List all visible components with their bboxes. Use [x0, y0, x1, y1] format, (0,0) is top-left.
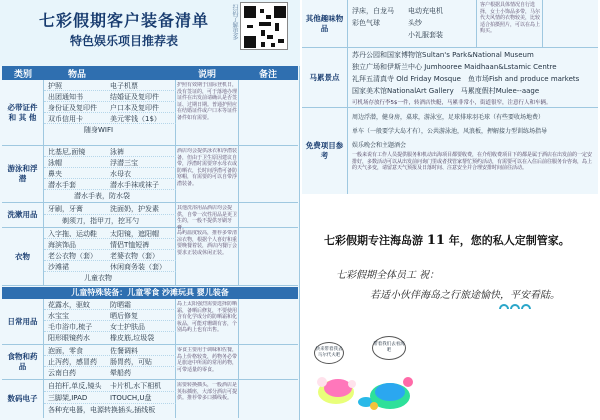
list-item: 一般来说有工作人员提供服务和机动出海项目都要收费，在介绍收费项目下的都是属于酒店在出发前的一定安排好，多数活动可以从出发前问询门里或者找管家帮忙预约活动，有需要可以在入住后前往服务台咨询，岛上的天气多变，请留意天气预报及日落时间、注意安全并合理安排时间前往活动。 [352, 152, 593, 171]
item: 户口本及复印件 [110, 104, 159, 112]
item: 水宝宝 [48, 312, 69, 320]
table-row [44, 124, 176, 136]
column-header: 类别 [13, 70, 32, 80]
column-header: 物品 [67, 70, 86, 80]
item: 随身WIFI [84, 126, 114, 134]
list-item: 周边浮潜，健身房，桌球，游泳室，足球排球羽毛球（有些要收场地费） [352, 114, 545, 121]
item: 潜水手表，防水袋 [74, 192, 130, 200]
note-cell [238, 80, 298, 145]
table-row [44, 179, 176, 190]
category-label: 数码电子 [2, 380, 44, 418]
greeting-card [300, 196, 600, 420]
note-cell [238, 228, 298, 285]
section-daily-items [2, 299, 298, 345]
list-item: 浮床，白龙马 电动充电机 [352, 7, 443, 15]
item: 卡片机,水下相机 [110, 382, 162, 390]
item: 护照 [48, 82, 62, 90]
section-male-sights [302, 48, 598, 108]
note-cell [542, 0, 598, 47]
table-row [44, 168, 176, 179]
table-row [44, 102, 176, 113]
list-item: 小礼服套装 [352, 31, 443, 39]
section-food-medicine [2, 345, 298, 380]
item: 泳裤 [110, 148, 124, 156]
item: 佐餐调料 [110, 347, 138, 355]
item: 泳帽 [48, 159, 62, 167]
section-free-activities [302, 108, 598, 194]
title-years: 11 [426, 233, 445, 248]
list-item: 娱乐晚会和主题酒会 [352, 142, 407, 149]
turtle-illustration [308, 326, 428, 420]
qr-code-icon[interactable] [240, 2, 288, 50]
table-row [44, 250, 176, 261]
item: 防晒霜 [110, 301, 131, 309]
item: 休闲商务装（套） [110, 263, 166, 271]
section-documents [2, 80, 298, 146]
title-prefix: 七彩假期专注海岛游 [324, 234, 423, 247]
item: 水母衣 [110, 170, 131, 178]
category-label: 其他趣味物 品 [302, 0, 348, 47]
item: 出团通知书 [48, 93, 83, 101]
item-list [44, 146, 176, 202]
item-description: 岛屿温度较高，推荐多带清凉衣物，根据个人喜好和重要晚餐着装，酒店内餐厅会要求正装或休闲正装。 [177, 230, 237, 256]
checklist-header [0, 0, 300, 66]
table-row [44, 91, 176, 102]
item: 沙滩裙 [48, 263, 69, 271]
item: 比基尼,面镜 [48, 148, 86, 156]
column-header: 说明 [197, 70, 216, 80]
table-row [44, 146, 176, 157]
item-list [44, 345, 176, 379]
item-list [44, 380, 176, 418]
item: 老婆衣物（套） [110, 252, 159, 260]
category-label: 免费项目参 考 [302, 108, 348, 194]
table-row [44, 239, 176, 250]
item-description: 酒店均会提供泳衣和浮潜装备，但由于卫生原因建议自带，浮潜时需要穿水母衣或防晒衣，长时间浮潜可备防寒帽，有需要的可以自带浮潜装备。 [177, 148, 237, 187]
table-header [2, 66, 298, 80]
list-item: 可机场存放行李5$一件，转酒店快艇，马累非常小，街道很窄，注意行人和车辆。 [352, 100, 552, 106]
recommendation-page [300, 0, 600, 420]
item: 毛巾浴巾,梳子 [48, 323, 93, 331]
item: 花露水，驱蚊 [48, 301, 90, 309]
note-cell [238, 380, 298, 418]
table-row [44, 228, 176, 239]
item: 泡面，零食 [48, 347, 83, 355]
item: 阳形眼镜药水 [48, 334, 90, 342]
table-row [44, 332, 176, 344]
item-list [44, 80, 176, 145]
checklist-title: 七彩假期客户装备清单 [38, 11, 209, 30]
table-row [44, 392, 176, 404]
item: 牙刷，牙膏 [48, 205, 83, 213]
section-electronics [2, 380, 298, 418]
list-item: 苏丹公园和国家博物馆Sultan's Park&National Museum [352, 51, 534, 59]
item: 剃须刀，指甲刀，挖耳勺 [62, 217, 139, 225]
item: 止泻药，感冒药 [48, 358, 97, 366]
note-cell [238, 345, 298, 379]
wave-decoration-icon [498, 300, 538, 310]
category-label: 洗漱用品 [2, 203, 44, 227]
item: 儿童衣物 [84, 274, 112, 282]
column-header: 备注 [258, 70, 277, 80]
item: 潜水手套 [48, 181, 76, 189]
note-cell [238, 146, 298, 202]
item: 老公衣物（套） [48, 252, 97, 260]
item: 三脚架,IPAD [48, 394, 88, 402]
section-toiletries [2, 203, 298, 231]
wish-line-1: 七彩假期全体员工 祝： [336, 270, 440, 281]
note-cell [238, 299, 298, 344]
table-row [44, 367, 176, 379]
table-row [44, 404, 176, 416]
wish-line-2: 若适小伙伴海岛之行旅途愉快，平安看陆。 [370, 290, 560, 301]
table-row [44, 80, 176, 91]
item: ITOUCH,U盘 [110, 394, 152, 402]
list-item: 彩色气球 头纱 [352, 19, 422, 27]
item: 各种充电器，电源转换插头,插线板 [48, 406, 156, 414]
item-description: 零食主要用于调味和佐餐，岛上价格较贵，药物务必带足旅途中所需的常用药物，可带适量的零食。 [177, 347, 237, 373]
item: 电子机票 [110, 82, 138, 90]
table-row [44, 157, 176, 168]
table-row [44, 261, 176, 272]
table-row [44, 310, 176, 321]
table-row [44, 113, 176, 124]
table-row [44, 356, 176, 367]
item: 云南白药 [48, 369, 76, 377]
kids-equipment-bar: 儿童特殊装备：儿童零食 沙滩玩具 婴儿装备 [2, 287, 298, 299]
item: 太阳镜，遮阳帽 [110, 230, 159, 238]
table-row [44, 321, 176, 332]
item: 海滨饰品 [48, 241, 76, 249]
note-cell [238, 203, 298, 227]
item-description: 客户根据具体情况自行选择，女士小饰品多带，马尔代夫风情的衣物较美，比较适合拍摄照片，可以在岛上购买。 [480, 2, 541, 34]
list-item: 国家美术馆NationalArt Gallery 马累度假村Mulee--aage [352, 87, 540, 95]
item: 鼻夹 [48, 170, 62, 178]
item: 肠胃药，可贴 [110, 358, 152, 366]
item: 情侣T恤短裤 [110, 241, 150, 249]
item: 结婚证及复印件 [110, 93, 159, 101]
table-row [44, 299, 176, 310]
item: 自拍杆,单反,镜头 [48, 382, 102, 390]
item-list [44, 228, 176, 285]
checklist-subtitle: 特色娱乐项目推荐表 [69, 34, 178, 48]
table-row [44, 272, 176, 285]
item: 浮潜三宝 [110, 159, 138, 167]
item: 潜水手袜或袜子 [110, 181, 159, 189]
table-row [44, 203, 176, 215]
table-row [44, 215, 176, 227]
item-description: 需要转换插头，一般酒店是英标插座，大部分酒店可提供。推荐带多口插线板。 [177, 382, 237, 401]
item: 双币信用卡 [48, 115, 83, 123]
category-label: 游泳和浮潜 [2, 146, 44, 202]
recommendation-table [302, 0, 598, 194]
category-label: 日常用品 [2, 299, 44, 344]
item-description: 岛上太阳强烈需要选择防晒霜，备晒后修复，不要使用含有化学成分的防晒霜和化妆品，可能对珊瑚有害，个别岛屿上也有出售。 [177, 301, 237, 333]
qr-caption: 扫码了解更多 [231, 4, 238, 40]
item: 入字拖、运动鞋 [48, 230, 97, 238]
list-item: 单车（一般要学大岛才有），公共游泳池，风浪板，押解接力型训练场指导 [352, 128, 548, 135]
table-row [44, 345, 176, 356]
item: 晕船药 [110, 369, 131, 377]
section-fun-items [302, 0, 598, 48]
title-suffix: 年，您的私人定制管家。 [448, 234, 570, 247]
item: 洗面奶，护发素 [110, 205, 159, 213]
table-row [44, 190, 176, 202]
item: 美元零钱（1$） [110, 115, 161, 123]
speech-bubble: 带着我们去看海吧 [372, 336, 406, 360]
section-clothing [2, 228, 298, 286]
item: 女士护肤品 [110, 323, 145, 331]
category-label: 必带证件和 其 他 [2, 80, 44, 145]
card-title [324, 232, 584, 248]
list-item: 礼拜五清真寺 Old Friday Mosque 鱼市场Fish and produce markets [352, 75, 580, 83]
item: 身份证及复印件 [48, 104, 97, 112]
item-list [44, 299, 176, 344]
item-description: 护照有效期于国际登机日，没有签证的，可于落地办理证件在出发前请确认是否签证、过期日期。普通护照应在结婚证件或户口本等证件备件如有需要。 [177, 82, 237, 121]
category-label: 衣物 [2, 228, 44, 285]
list-item: 独立广场和伊斯兰中心 Jumhooree Maidhaan&Lstamic Centre [352, 63, 557, 71]
category-label: 马累景点 [302, 48, 348, 107]
item-description: 其他洗浴用品酒店均会提供，自带一次性用品是更卫生的，一般不提供牙刷牙膏。 [177, 205, 237, 231]
item-list [44, 203, 176, 227]
section-swimming [2, 146, 298, 203]
item: 橡皮筋,垃圾袋 [110, 334, 155, 342]
table-row [44, 380, 176, 392]
item: 晒后修复 [110, 312, 138, 320]
divider [476, 0, 477, 47]
category-label: 食物和药品 [2, 345, 44, 379]
speech-bubble: 快来带着我去马尔代夫吧 [314, 342, 344, 364]
